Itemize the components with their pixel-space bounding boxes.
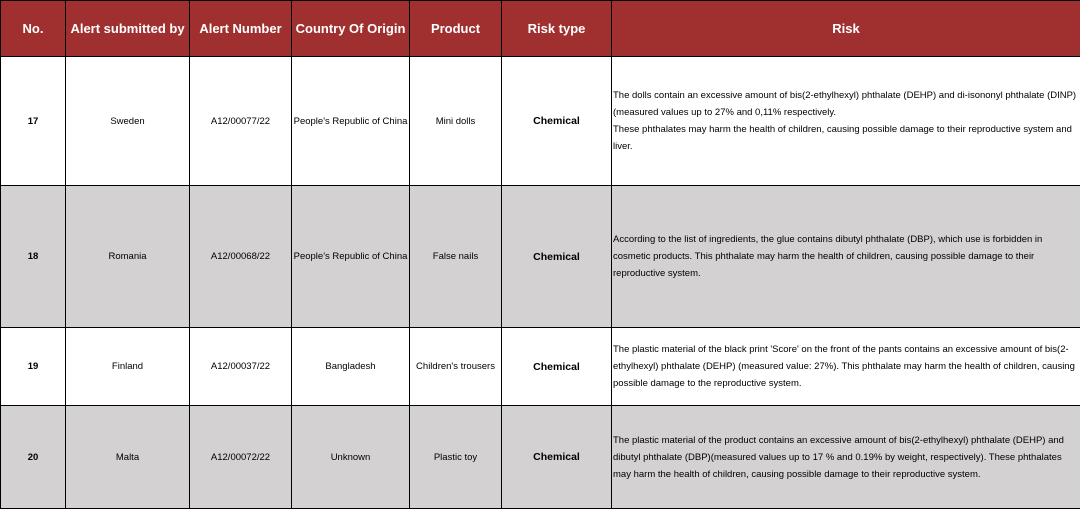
- cell-risk-type: Chemical: [502, 328, 612, 406]
- header-risk-type: Risk type: [502, 1, 612, 57]
- cell-product: Children's trousers: [410, 328, 502, 406]
- cell-submitted-by: Finland: [66, 328, 190, 406]
- cell-risk: [612, 406, 1080, 509]
- cell-product: False nails: [410, 186, 502, 328]
- cell-submitted-by: Sweden: [66, 57, 190, 186]
- cell-submitted-by: Malta: [66, 406, 190, 509]
- table-row: [1, 186, 1080, 328]
- cell-submitted-by: Romania: [66, 186, 190, 328]
- cell-product: Plastic toy: [410, 406, 502, 509]
- cell-no: 20: [1, 406, 66, 509]
- cell-product: Mini dolls: [410, 57, 502, 186]
- risk-paragraph: These phthalates may harm the health of children, causing possible damage to their reproductive system and liver.: [613, 124, 1072, 152]
- header-row: [1, 1, 1080, 57]
- table-row: [1, 328, 1080, 406]
- cell-alert-number: A12/00072/22: [190, 406, 292, 509]
- risk-paragraph: The plastic material of the product contains an excessive amount of bis(2-ethylhexyl) phthalate (DEHP) and dibutyl phthalate (DBP)(measured values up to 17 % and 0.19% by weight, respectively). These phthalates may harm the health of children, causing possible damage to their reproductive system.: [613, 434, 1064, 480]
- table-header: [1, 1, 1080, 57]
- cell-no: 17: [1, 57, 66, 186]
- cell-risk-type: Chemical: [502, 186, 612, 328]
- cell-alert-number: A12/00037/22: [190, 328, 292, 406]
- header-no: No.: [1, 1, 66, 57]
- cell-risk: [612, 186, 1080, 328]
- cell-risk-type: Chemical: [502, 57, 612, 186]
- header-product: Product: [410, 1, 502, 57]
- cell-alert-number: A12/00068/22: [190, 186, 292, 328]
- cell-country: Unknown: [292, 406, 410, 509]
- cell-no: 18: [1, 186, 66, 328]
- cell-risk: [612, 57, 1080, 186]
- risk-paragraph: The plastic material of the black print 'Score' on the front of the pants contains an excessive amount of bis(2-ethylhexyl) phthalate (DEHP) (measured value: 27%). This phthalate may harm the health of children, causing possible damage to the reproductive system.: [613, 344, 1075, 389]
- header-country-of-origin: Country Of Origin: [292, 1, 410, 57]
- cell-risk-type: Chemical: [502, 406, 612, 509]
- table-row: [1, 406, 1080, 509]
- header-alert-number: Alert Number: [190, 1, 292, 57]
- cell-alert-number: A12/00077/22: [190, 57, 292, 186]
- header-risk: Risk: [612, 1, 1080, 57]
- header-alert-submitted-by: Alert submitted by: [66, 1, 190, 57]
- risk-paragraph: The dolls contain an excessive amount of bis(2-ethylhexyl) phthalate (DEHP) and di-isononyl phthalate (DINP) (measured values up to 27% and 0,11% respectively.: [613, 90, 1077, 118]
- risk-paragraph: According to the list of ingredients, the glue contains dibutyl phthalate (DBP), which use is forbidden in cosmetic products. This phthalate may harm the health of children, causing possible damage to their reproductive system.: [613, 234, 1043, 279]
- cell-no: 19: [1, 328, 66, 406]
- table-body: [1, 57, 1080, 509]
- cell-risk: [612, 328, 1080, 406]
- cell-country: People's Republic of China: [292, 57, 410, 186]
- table-row: [1, 57, 1080, 186]
- cell-country: Bangladesh: [292, 328, 410, 406]
- cell-country: People's Republic of China: [292, 186, 410, 328]
